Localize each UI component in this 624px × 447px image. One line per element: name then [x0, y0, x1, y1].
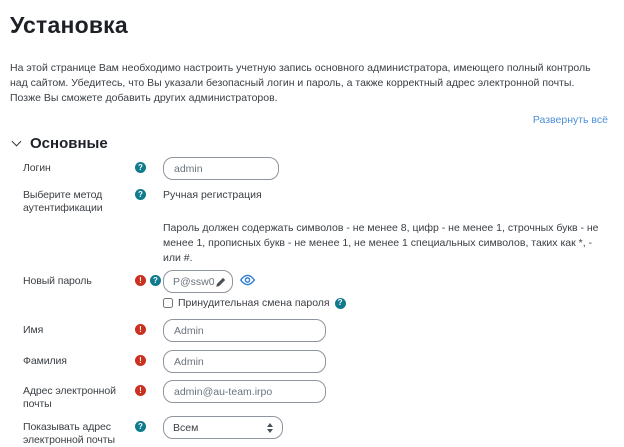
- help-icon[interactable]: ?: [135, 189, 146, 200]
- password-field-wrap: [163, 270, 233, 293]
- select-arrows-icon: [267, 423, 273, 433]
- help-icon[interactable]: ?: [150, 275, 161, 286]
- email-visibility-label: Показывать адрес электронной почты: [23, 421, 115, 446]
- auth-method-icons: [135, 184, 163, 200]
- auth-method-label: Выберите метод аутентификации: [23, 189, 103, 214]
- section-title: Основные: [30, 135, 108, 152]
- row-password-policy: [10, 221, 608, 266]
- username-label: Логин: [23, 162, 51, 174]
- required-icon: !: [135, 385, 146, 396]
- required-icon: !: [135, 324, 146, 335]
- username-input[interactable]: [163, 157, 279, 180]
- required-icon: !: [135, 355, 146, 366]
- row-firstname: [10, 319, 608, 342]
- admin-account-form: [10, 157, 608, 447]
- help-icon[interactable]: ?: [135, 162, 146, 173]
- force-password-change-label[interactable]: Принудительная смена пароля: [178, 297, 330, 309]
- intro-text: На этой странице Вам необходимо настроить учетную запись основного администратора, имеющего полный контроль над сайтом. Убедитесь, что Вы указали безопасный логин и пароль, а также корректный адрес электронной почты. Позже Вы сможете добавить других администраторов.: [10, 62, 591, 104]
- expand-all-link[interactable]: Развернуть всё: [532, 114, 608, 126]
- reveal-password-eye-icon[interactable]: [233, 270, 256, 289]
- email-icons: [135, 380, 163, 396]
- required-icon: !: [135, 275, 146, 286]
- lastname-label: Фамилия: [23, 355, 67, 367]
- email-label: Адрес электронной почты: [23, 385, 116, 410]
- username-icons: [135, 157, 163, 173]
- row-auth-method: [10, 184, 608, 215]
- expand-all-row: [10, 114, 608, 126]
- firstname-input[interactable]: [163, 319, 326, 342]
- pencil-icon: [215, 275, 226, 293]
- lastname-icons: [135, 350, 163, 366]
- row-email-visibility: [10, 416, 608, 447]
- row-email: [10, 380, 608, 411]
- firstname-label: Имя: [23, 324, 44, 336]
- email-input[interactable]: [163, 380, 326, 403]
- email-visibility-selected-value: Всем: [173, 421, 199, 434]
- chevron-down-icon: [12, 137, 22, 147]
- row-force-password-change: [10, 297, 608, 309]
- section-header-general[interactable]: [10, 135, 608, 152]
- row-new-password: [10, 270, 608, 293]
- password-policy-text: Пароль должен содержать символов - не менее 8, цифр - не менее 1, строчных букв - не менее 1, прописных букв - не менее 1, не менее 1 специальных символов, таких как *, - или #.: [163, 222, 599, 264]
- force-password-change-checkbox[interactable]: [163, 298, 173, 308]
- email-visibility-select[interactable]: [163, 416, 283, 439]
- row-lastname: [10, 350, 608, 373]
- page-title: Установка: [10, 12, 128, 38]
- help-icon[interactable]: ?: [335, 298, 346, 309]
- firstname-icons: [135, 319, 163, 335]
- new-password-icons: [135, 270, 163, 286]
- auth-method-value: Ручная регистрация: [163, 189, 262, 201]
- email-visibility-icons: [135, 416, 163, 432]
- row-username: [10, 157, 608, 180]
- help-icon[interactable]: ?: [135, 421, 146, 432]
- new-password-label: Новый пароль: [23, 275, 92, 287]
- lastname-input[interactable]: [163, 350, 326, 373]
